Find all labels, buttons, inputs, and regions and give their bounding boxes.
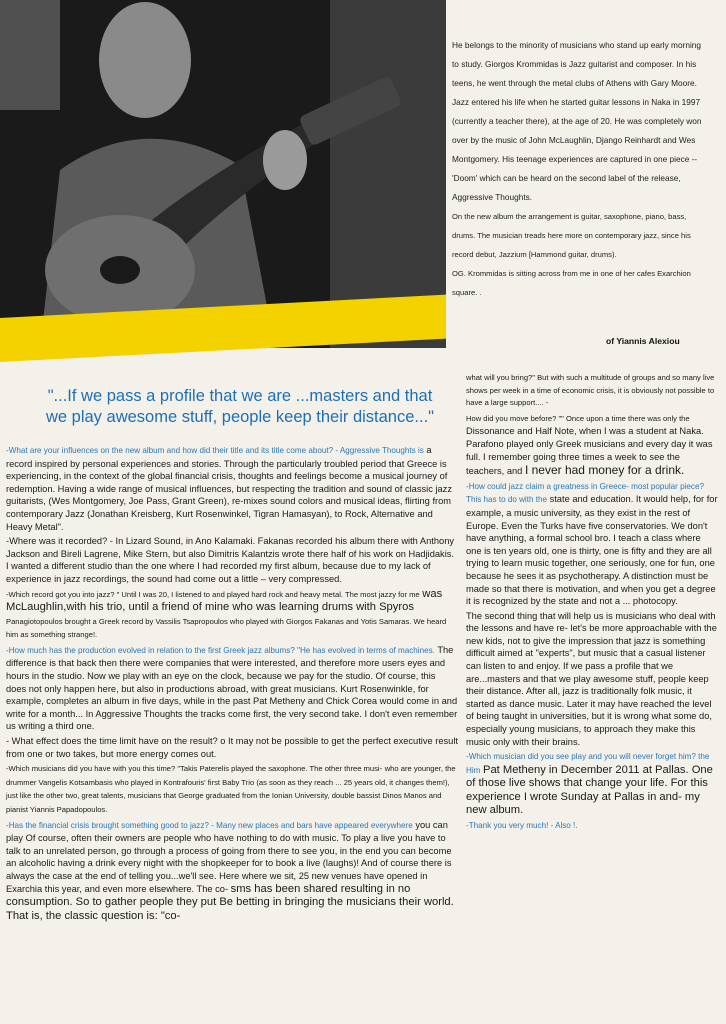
question-4: -How much has the production evolved in relation to the first Greek jazz albums? "He has evolved in terms of machines. [6, 645, 435, 655]
answer-7: you can play Of course, often their owners are people who have nothing to do with music. To play a live you have to talk to an unrelated person, go through a process of going from there to see you, in the end you can become an alcoholic having a drink every night with the shopkeeper for to book a live (laughs)! And of course there is always the case at the end of telling you...we'll see. Here where we sit, 25 new venues have opened in Exarchia this year, and even more elsewhere. The co- [6, 819, 452, 894]
right-question-3: -How could jazz claim a greatness in Greece- most popular piece? This has to do with the [466, 481, 704, 505]
pull-quote: "...If we pass a profile that we are ...masters and that we play awesome stuff, people keep their distance..." [45, 387, 435, 426]
right-answer-3: state and education. It would help, for for example, a music university, as they exist in the rest of Europe. Even the Turks have five conservatories. We don't have anything, a formal school bro. I teach a class where one is ten years old, one is thirty, one is fifty and they are all trying to learn music together, one seriously, one for fun, one because he sees it as psychotherapy. A distinction must be made so that there is motivation, and when you get a degree it is recognized by the state and not a ... photocopy. [466, 494, 718, 607]
answer-3: Panagiotopoulos brought a Greek record by Vassilis Tsapropoulos who played with Giorgos Fakanas and Yotis Samaras. We heard him as something strange!. [6, 616, 447, 640]
right-answer-2: Dissonance and Half Note, when I was a student at Naka. Parafono played only Greek musicians and every day it was full. I remember going three times a week to see the teachers, and [466, 426, 713, 477]
intro-paragraph: He belongs to the minority of musicians who stand up early morning to study. Giorgos Krommidas is Jazz guitarist and composer. In his teens, he went through the metal clubs of Athens with Gary Moore. Jazz entered his life when he started guitar lessons in Naka in 1997 (currently a teacher there), at the age of 20. He was completely won over by the music of John McLaughlin, Django Reinhardt and Wes Montgomery. His teenage experiences are captured in one piece -- 'Doom' which can be heard on the second label of the release, Aggressive Thoughts. [452, 40, 702, 202]
right-paragraph-1: what will you bring?" But with such a multitude of groups and so many live shows per week in a time of economic crisis, it is obviously not possible to have a large support.... - [466, 373, 715, 408]
right-closing: -Thank you very much! - Also !. [466, 820, 578, 830]
intro-paragraph-3: OG. Krommidas is sitting across from me in one of her cafes Exarchion square. . [452, 269, 691, 297]
left-column [6, 444, 458, 925]
right-question-5: -Which musician did you see play and you will never forget him? the Him [466, 752, 710, 775]
right-question-2: How did you move before? "" Once upon a time there was only the [466, 413, 690, 423]
musician-photo [0, 0, 446, 348]
question-7: -Has the financial crisis brought something good to jazz? - Many new places and bars have appeared everywhere [6, 820, 413, 830]
answer-4: The difference is that back then there were companies that were interested, and therefore more users eyes and hours in the studio. Now we play with an eye on the clock, because we pay for the studio. Of course, this does not only happen here, but also in productions abroad, with great musicians. Kurt Rosenwinkle, for example, completes an album in five days, while in the past Pat Metheny and Chick Corea would come in and write for a month... In Aggressive Thoughts the tracks come first, the very second take. I don't even remember us writing a third one. [6, 644, 458, 732]
answer-1: a record inspired by personal experiences and stories. Through the particularly troubled period that Greece is experiencing, in the context of the global financial crisis, thoughts and feelings become a musical journey of redemption. Having a wide range of musical influences, but respecting the tradition and sound of classic jazz guitarists, (Wes Montgomery, Joe Pass, Grant Green), re-mixes sound colors and musical ideas, flirting from contemporary Jazz (Jonathan Kreisberg, Kurt Rosenwinkel, Tigran Hamasyan), to Rock, Alternative and Heavy Metal". [6, 445, 452, 532]
answer-6: who are younger, the drummer Vangelis Kotsambasis who played in Kontrafouris' first Baby Trio (as soon as they reach ... 25 years old, it changes them!), just like the other two, great talents, musicians that George graduated from the Ionian University, double bassist Dinos Manos and pianist Yiannis Papadopoulos. [6, 764, 456, 814]
right-paragraph-4: The second thing that will help us is musicians who deal with the lessons and have re- let's be more approachable with the new kids, not to give the impression that jazz is something difficult aimed at "experts", but music that a casual listener can listen to and enjoy. If we pass a profile that we are...masters and that we play awesome stuff, people keep their distance. After all, jazz is traditionally folk music, it started as dance music. Later it may have reached the level of being taught in universities, but it is wrong what some do, especially young musicians, to approach they make this music only with their brains. [466, 610, 717, 747]
question-3: -Which record got you into jazz? " Until I was 20, I listened to and played hard rock and heavy metal. The most jazzy for me [6, 589, 420, 599]
answer-2: -Where was it recorded? - In Lizard Sound, in Ano Kalamaki. Fakanas recorded his album there with Anthony Jackson and Bireli Lagrene, Mike Stern, but also Dimitris Kalantzis wrote there half of his work on Hadjidakis. I wanted a different studio than the one where I had recorded my first album, because due to my lack of experience in jazz recordings, the sound had come out a little – very compressed. [6, 536, 455, 584]
right-answer-5: Pat Metheny in December 2011 at Pallas. One of those live shows that change your life. For this experience I wrote Sunday at Pallas in and- my new album. [466, 763, 713, 817]
answer-7-lead: sms has been shared resulting in no consumption. So to gather people they put Be betting in bringing the musicians their world. That is, the classic question is: "co- [6, 882, 454, 922]
question-1: -What are your influences on the new album and how did their title and its title come about? - Aggressive Thoughts is [6, 446, 424, 455]
right-column [466, 372, 718, 835]
right-answer-2-lead: I never had money for a drink. [524, 463, 685, 478]
answer-5: - What effect does the time limit have on the result? o It may not be possible to get the perfect executive result from one or two takes, but more energy comes out. [6, 735, 458, 759]
question-6: -Which musicians did you have with you this time? "Takis Paterelis played the saxophone. The other three musi- [6, 764, 383, 774]
byline: of Yiannis Alexiou [606, 336, 680, 346]
answer-3-lead: was McLaughlin,with his trio, until a friend of mine who was learning drums with Spyros [6, 587, 443, 614]
intro-text [452, 36, 708, 302]
intro-paragraph-2: On the new album the arrangement is guitar, saxophone, piano, bass, drums. The musician treads here more on contemporary jazz, since his record debut, Jazzium [Hammond guitar, drums). [452, 212, 691, 259]
